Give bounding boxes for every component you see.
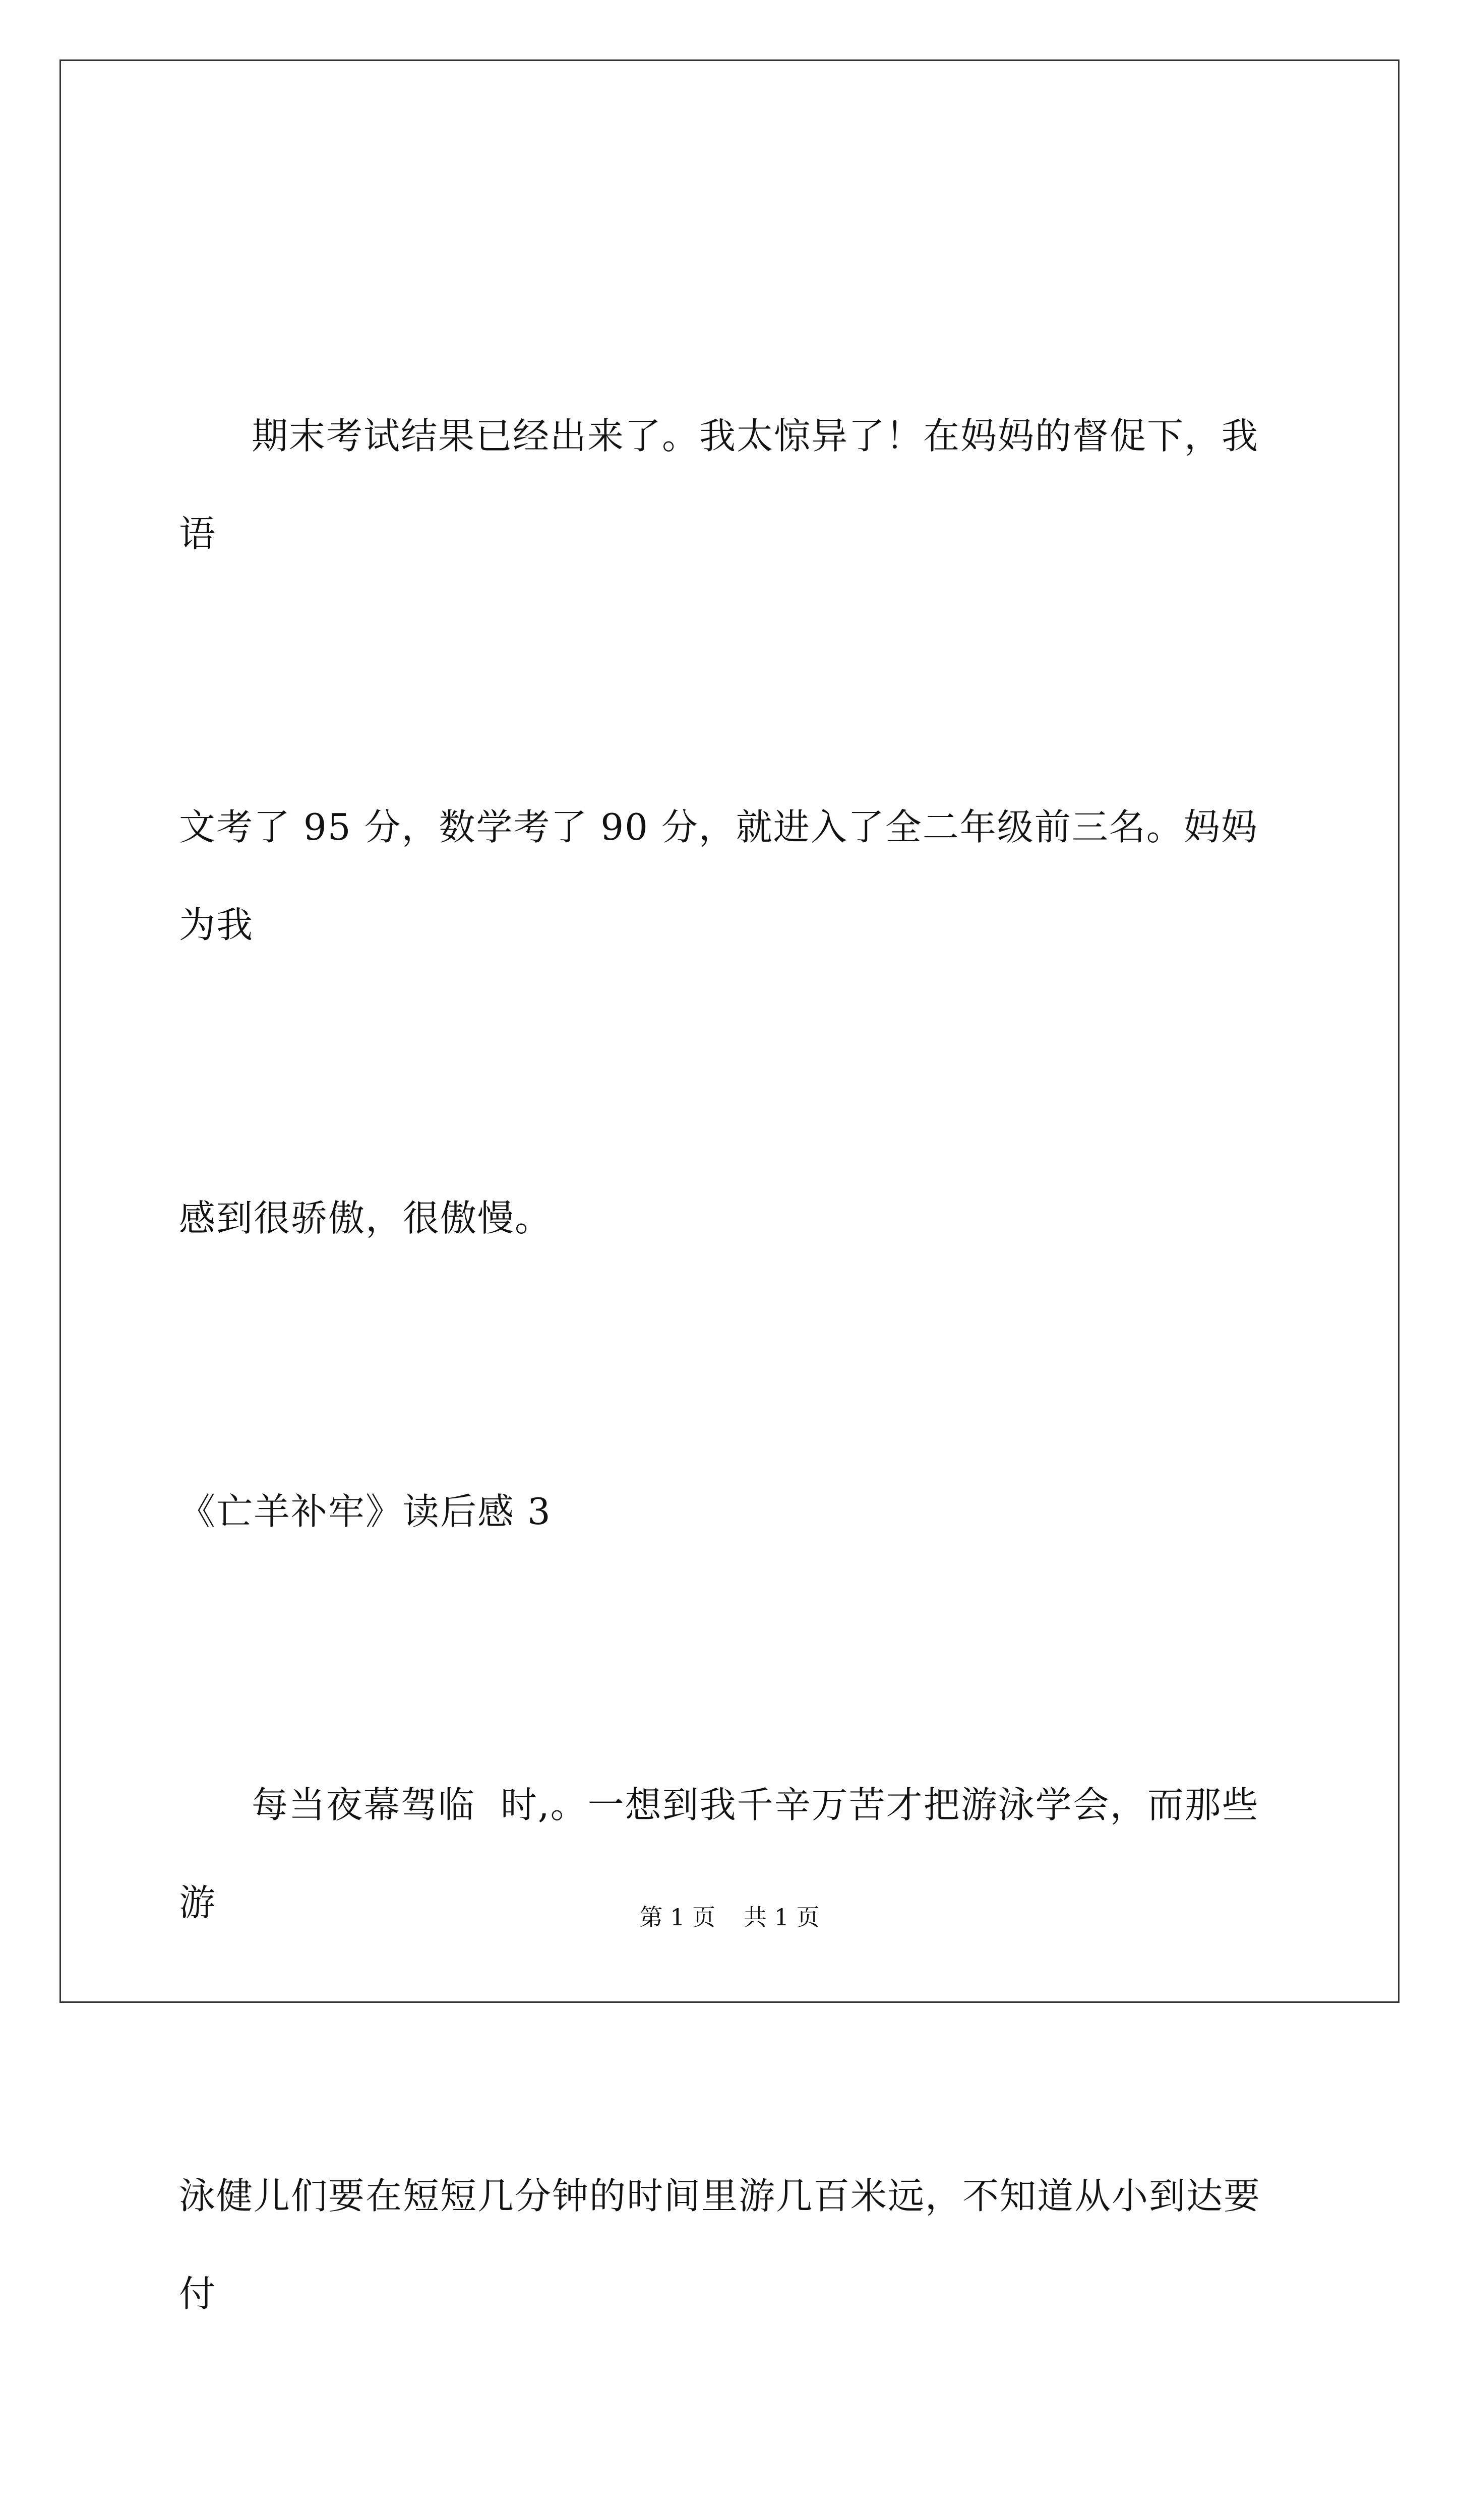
text-line: 泳健儿们要在短短几分钟的时间里游几百米远，不知道从小到达要付 <box>179 2175 1261 2315</box>
page-total: 共 1 页 <box>744 1904 820 1931</box>
text-line: 期末考试结果已经出来了。我太惊异了！在妈妈的督促下，我语 <box>179 415 1259 555</box>
page-number: 第 1 页 <box>639 1904 715 1931</box>
text-line: 文考了 95 分，数学考了 90 分，就进入了全二年级前三名。妈妈为我 <box>179 806 1258 946</box>
text-line: 每当夜幕驾临 时,。一想到我千辛万苦才把游泳学会，而那些游 <box>179 1784 1259 1924</box>
paragraph-1 <box>179 192 1288 1463</box>
page-footer <box>0 1899 1459 1932</box>
text-line: 感到很骄傲，很傲慢。 <box>179 1197 553 1239</box>
document-body <box>179 192 1288 2520</box>
paragraph-2 <box>179 1560 1288 2520</box>
section-heading: 《亡羊补牢》读后感 3 <box>179 1490 552 1533</box>
